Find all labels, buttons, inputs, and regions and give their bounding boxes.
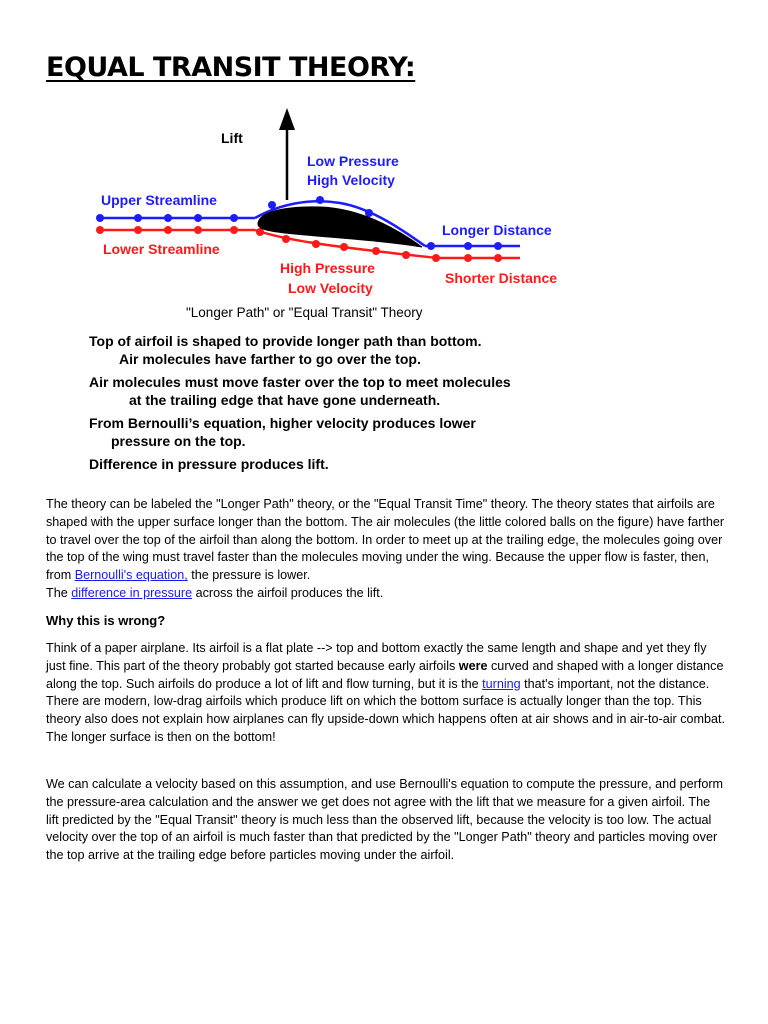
upper-molecule	[427, 242, 435, 250]
upper-molecule	[194, 214, 202, 222]
upper-molecule	[164, 214, 172, 222]
paragraph-text: curved and shaped with a longer distance along the top. Such airfoils do produce a lot of lift and flow turning, but it is the	[46, 658, 724, 691]
bernoulli-equation-link[interactable]: Bernoulli's equation,	[74, 568, 188, 583]
lower-molecule	[96, 226, 104, 234]
difference-in-pressure-link[interactable]: difference in pressure	[71, 585, 193, 600]
lower-molecule	[230, 226, 238, 234]
rebuttal-paragraph	[46, 640, 726, 747]
figure-explanation	[89, 332, 511, 478]
figure-point-line: Difference in pressure produces lift.	[89, 456, 329, 472]
figure-point-line: From Bernoulli’s equation, higher velocity produces lower	[89, 415, 476, 431]
lower-molecule	[402, 251, 410, 259]
paragraph-text: that's important, not the distance. There are modern, low-drag airfoils which produce lift on which the bottom surface is actually longer than the top. This theory also does not explain how airplanes can fly upside-down which happens often at air shows and in air-to-air combat. The longer surface is then on the bottom!	[46, 676, 726, 744]
equal-transit-figure	[80, 100, 600, 485]
upper-molecule	[494, 242, 502, 250]
lower-molecule	[432, 254, 440, 262]
lower-molecule	[164, 226, 172, 234]
low-pressure-label: Low Pressure	[307, 153, 399, 169]
paragraph-text: Think of a paper airplane. Its airfoil is a flat plate --> top and bottom exactly the same length and shape and yet they fly just fine. This part of the theory probably got started because early airfoils	[46, 641, 707, 673]
high-pressure-label: High Pressure	[280, 260, 375, 276]
upper-streamline-label: Upper Streamline	[101, 192, 217, 208]
lift-label: Lift	[221, 130, 243, 146]
lift-arrow-head	[279, 108, 295, 130]
paragraph-text: across the airfoil produces the lift.	[192, 585, 384, 600]
figure-point-line: at the trailing edge that have gone underneath.	[129, 392, 441, 408]
paragraph-text: the pressure is lower.	[187, 568, 311, 583]
section-heading: Why this is wrong?	[46, 613, 166, 628]
lower-molecule	[494, 254, 502, 262]
lower-molecule	[282, 235, 290, 243]
figure-point	[89, 414, 511, 450]
longer-distance-label: Longer Distance	[442, 222, 552, 238]
page-title: EQUAL TRANSIT THEORY:	[46, 52, 416, 83]
upper-molecule	[96, 214, 104, 222]
upper-molecule	[230, 214, 238, 222]
lower-molecule	[464, 254, 472, 262]
lower-molecule	[194, 226, 202, 234]
paragraph-text: The	[46, 585, 72, 600]
upper-molecule	[316, 196, 324, 204]
figure-point-line: pressure on the top.	[111, 433, 246, 449]
upper-molecule	[365, 209, 373, 217]
emphasis-text: were	[458, 658, 488, 673]
high-velocity-label: High Velocity	[307, 172, 395, 188]
figure-point	[89, 373, 511, 409]
figure-point	[89, 332, 511, 368]
low-velocity-label: Low Velocity	[288, 280, 373, 296]
upper-molecule	[464, 242, 472, 250]
lower-streamline-label: Lower Streamline	[103, 241, 220, 257]
paragraph-text: The theory can be labeled the "Longer Path" theory, or the "Equal Transit Time" theory. The theory states that airfoils are shaped with the upper surface longer than the bottom. The air molecules (the little colored balls on the figure) have farther to travel over the top of the airfoil than along the bottom. In order to meet up at the trailing edge, the molecules going over the top of the wing must travel faster than the molecules moving under the wing. Because the upper flow is faster, then, from	[46, 497, 725, 583]
shorter-distance-label: Shorter Distance	[445, 270, 558, 286]
figure-point-line: Air molecules have farther to go over the top.	[119, 351, 421, 367]
figure-caption: "Longer Path" or "Equal Transit" Theory	[186, 305, 423, 320]
figure-point	[89, 455, 511, 473]
upper-molecule	[268, 201, 276, 209]
lower-molecule	[372, 247, 380, 255]
turning-link[interactable]: turning	[482, 676, 521, 691]
figure-point-line: Air molecules must move faster over the top to meet molecules	[89, 374, 511, 390]
lower-molecule	[340, 243, 348, 251]
theory-paragraph	[46, 496, 726, 603]
upper-molecule	[134, 214, 142, 222]
lower-molecule	[312, 240, 320, 248]
figure-point-line: Top of airfoil is shaped to provide longer path than bottom.	[89, 333, 482, 349]
calculation-paragraph: We can calculate a velocity based on this assumption, and use Bernoulli's equation to compute the pressure, and perform the pressure-area calculation and the answer we get does not agree with the lift that we measure for a given airfoil. The lift predicted by the "Equal Transit" theory is much less than the observed lift, because the velocity is too low. The actual velocity over the top of an airfoil is much faster than that predicted by the "Longer Path" theory and particles moving over the top arrive at the trailing edge before particles moving under the airfoil.	[46, 777, 724, 863]
lower-molecule	[134, 226, 142, 234]
